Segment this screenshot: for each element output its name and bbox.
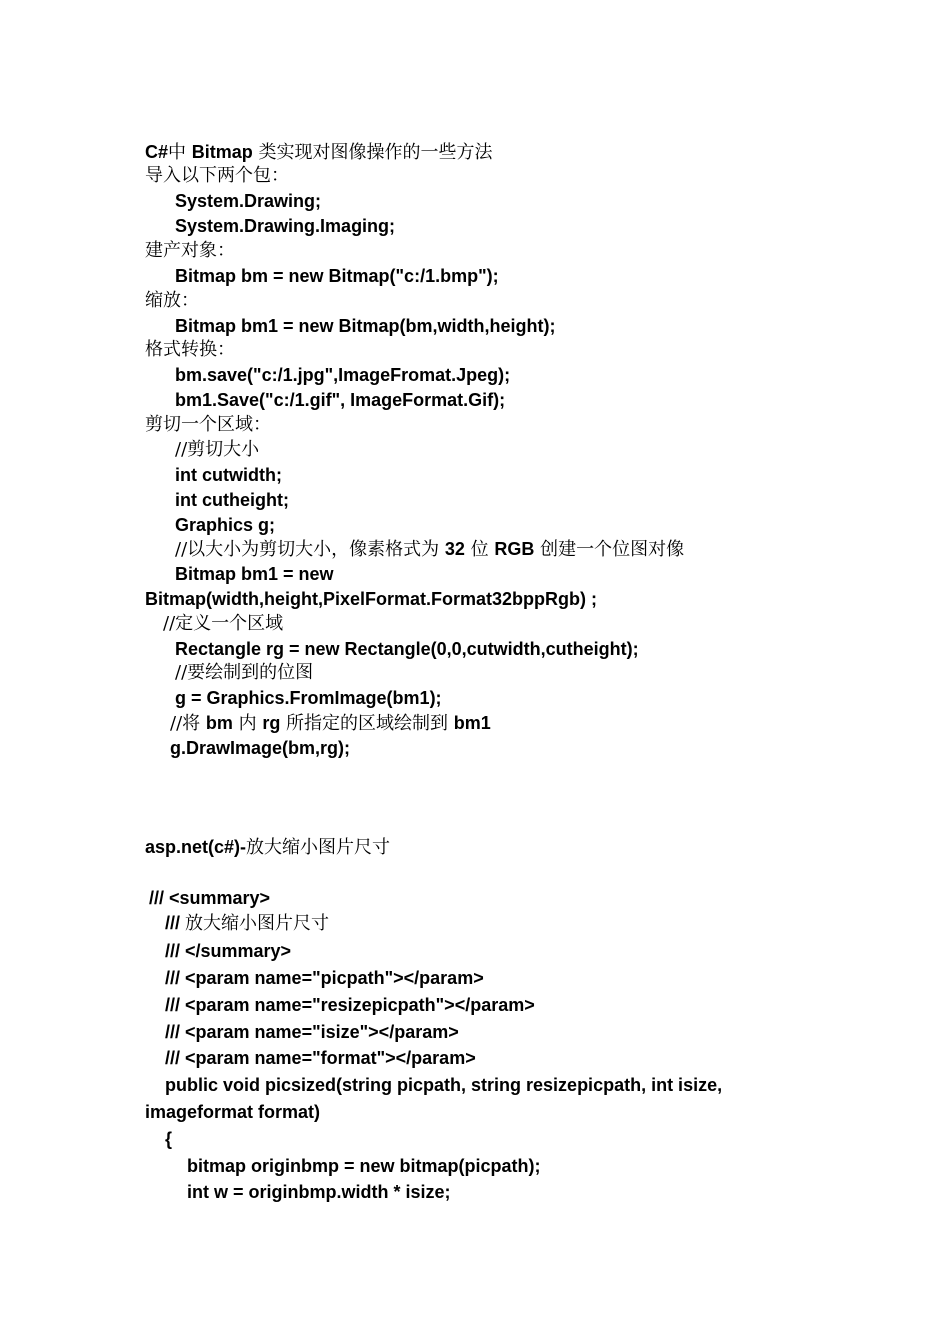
import-label: 导入以下两个包：: [145, 165, 289, 186]
code-line: int w = originbmp.width * isize;: [187, 1182, 451, 1202]
title-part: 类实现对图像操作的一些方法: [252, 142, 493, 163]
code-line: bitmap originbmp = new bitmap(picpath);: [187, 1156, 541, 1176]
code-line: Graphics g;: [175, 515, 276, 535]
comment-part: 位: [464, 539, 495, 560]
code-line: public void picsized(string picpath, string resizepicpath, int isize,: [165, 1075, 723, 1095]
code-line: Bitmap bm1 = new Bitmap(bm,width,height);: [175, 316, 556, 336]
code-comment: //定义一个区域: [163, 613, 284, 634]
code-comment: //剪切大小: [175, 439, 260, 460]
code-line: Rectangle rg = new Rectangle(0,0,cutwidth,cutheight);: [175, 639, 639, 659]
comment-part: 创建一个位图对像: [534, 539, 685, 560]
code-line: /// </summary>: [165, 941, 292, 961]
comment-part: RGB: [494, 539, 535, 559]
code-line: Bitmap(width,height,PixelFormat.Format32bppRgb) ;: [145, 589, 598, 609]
title-part: C#: [145, 142, 169, 162]
comment-part: //以大小为剪切大小，像素格式为: [175, 539, 445, 560]
create-label: 建产对象：: [145, 240, 235, 261]
code-comment: [175, 537, 684, 561]
code-line: int cutwidth;: [175, 465, 282, 485]
code-line: g = Graphics.FromImage(bm1);: [175, 688, 442, 708]
code-comment: [170, 711, 491, 735]
code-line: System.Drawing;: [175, 191, 322, 211]
code-line: Bitmap bm = new Bitmap("c:/1.bmp");: [175, 266, 499, 286]
comment-part: 内: [232, 713, 263, 734]
code-line: int cutheight;: [175, 490, 289, 510]
comment-part: 所指定的区域绘制到: [280, 713, 454, 734]
section-title: [145, 140, 493, 164]
doc-part: 放大缩小图片尺寸: [185, 913, 330, 934]
title-part: asp.net(c#)-: [145, 837, 247, 857]
code-line: /// <param name="format"></param>: [165, 1048, 476, 1068]
code-line: [165, 911, 329, 935]
code-line: System.Drawing.Imaging;: [175, 216, 396, 236]
crop-label: 剪切一个区域：: [145, 414, 271, 435]
title-part: 中: [168, 142, 192, 163]
section-title: [145, 835, 390, 859]
code-line: {: [165, 1129, 173, 1149]
code-line: g.DrawImage(bm,rg);: [170, 738, 351, 758]
code-comment: //要绘制到的位图: [175, 662, 314, 683]
code-line: /// <param name="picpath"></param>: [165, 968, 484, 988]
comment-part: bm: [205, 713, 233, 733]
code-line: /// <summary>: [149, 888, 271, 908]
code-line: /// <param name="resizepicpath"></param>: [165, 995, 535, 1015]
comment-part: bm1: [453, 713, 491, 733]
code-line: imageformat format): [145, 1102, 321, 1122]
scale-label: 缩放：: [145, 290, 199, 311]
comment-part: rg: [262, 713, 281, 733]
convert-label: 格式转换：: [145, 339, 235, 360]
code-line: /// <param name="isize"></param>: [165, 1022, 459, 1042]
title-part: 放大缩小图片尺寸: [246, 837, 391, 858]
comment-part: //将: [170, 713, 206, 734]
code-line: bm.save("c:/1.jpg",ImageFromat.Jpeg);: [175, 365, 511, 385]
comment-part: 32: [444, 539, 465, 559]
code-line: bm1.Save("c:/1.gif", ImageFormat.Gif);: [175, 390, 506, 410]
doc-part: ///: [165, 913, 186, 933]
code-line: Bitmap bm1 = new: [175, 564, 334, 584]
title-part: Bitmap: [191, 142, 253, 162]
